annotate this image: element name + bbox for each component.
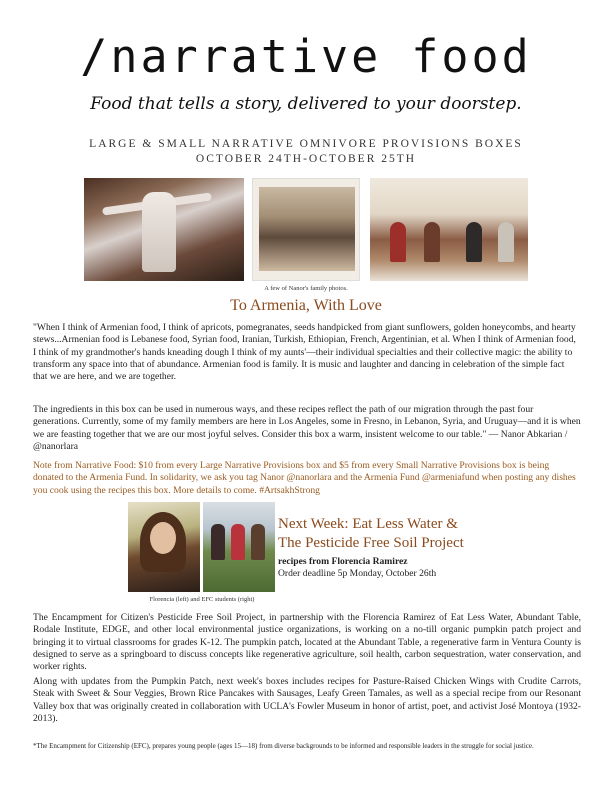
pesticide-project-paragraph: The Encampment for Citizen's Pesticide Free Soil Project, in partnership with the Florencia Ramirez of Eat Less Water, Abundant Table, Rodale Institute, EDGE, and other local environmental justice organizations, is working on a no-till organic pumpkin patch project and bringing it to virtual classrooms for grades K-12. The pumpkin patch, located at the Abundant Table, a regenerative farm in Ventura County is designed to serve as a springboard to discuss concepts like regenerative agriculture, soil health, carbon sequestration, water conservation, and worker rights. <box>33 612 581 673</box>
next-week-title-line-2: The Pesticide Free Soil Project <box>278 535 464 551</box>
subhead-line-1: LARGE & SMALL NARRATIVE OMNIVORE PROVISIONS BOXES <box>89 138 523 150</box>
order-deadline: Order deadline 5p Monday, October 26th <box>278 568 437 579</box>
family-photo-group <box>252 178 360 281</box>
next-week-photo-caption: Florencia (left) and EFC students (right) <box>149 596 255 603</box>
tagline: Food that tells a story, delivered to your doorstep. <box>90 94 522 114</box>
family-photo-dancing <box>84 178 244 281</box>
subhead-line-2: OCTOBER 24TH-OCTOBER 25TH <box>195 153 417 165</box>
donation-note: Note from Narrative Food: $10 from every Large Narrative Provisions box and $5 from every Small Narrative Provisions box is being donated to the Armenia Fund. In solidarity, we ask you tag Nanor @nanorlara and the Armenia Fund @armeniafund when posting any dishes you cook using the recipes this box. More details to come. #ArtsakhStrong <box>33 460 576 496</box>
efc-footnote: *The Encampment for Citizenship (EFC), prepares young people (ages 15—18) from diverse backgrounds to be informed and responsible leaders in the struggle for social justice. <box>33 742 534 750</box>
family-photo-kitchen <box>370 178 528 281</box>
subhead <box>0 137 612 167</box>
recipes-from: recipes from Florencia Ramirez <box>278 556 408 567</box>
efc-students-photo <box>203 502 275 592</box>
armenia-paragraph-1: "When I think of Armenian food, I think of apricots, pomegranates, seeds handpicked from giant sunflowers, golden honeycombs, and hearty stews...Armenian food is Lebanese food, Syrian food, Iranian, Turkish, Ethiopian, French, Argentinian, et al. When I think of Armenian food, I think of my grandmother's hands kneading dough I think of my aunts'—their individual specialties and their collective magic: the ability to transform any space into that of abundance. Armenian food is family. It is music and laughter and dancing in celebration of the simple fact that we are here, and we are together. <box>33 322 576 383</box>
masthead-title: /narrative food <box>80 30 532 83</box>
next-week-details <box>278 556 578 580</box>
next-week-title-line-1: Next Week: Eat Less Water & <box>278 516 458 532</box>
florencia-photo <box>128 502 200 592</box>
armenia-section-title: To Armenia, With Love <box>230 297 382 314</box>
armenia-paragraph-2: The ingredients in this box can be used in numerous ways, and these recipes reflect the path of our migration through the past four generations. Currently, some of my family members are here in Los Angeles, some in Fresno, in Lebanon, Syria, and Uruguay—and it is when we are feasting together that we are our most joyful selves. Consider this box a warm, insistent welcome to our table." — Nanor Abkarian / @nanorlara <box>33 404 581 452</box>
next-week-title <box>278 515 598 553</box>
next-week-recipes-paragraph: Along with updates from the Pumpkin Patch, next week's boxes includes recipes for Pasture-Raised Chicken Wings with Crudite Carrots, Steak with Sweet & Sour Veggies, Brown Rice Pancakes with Sausages, Leafy Green Tamales, as well as a special recipe from our Resonant Valley box that was originally created in collaboration with UCLA's Fowler Museum in honor of artist, poet, and activist José Montoya (1932-2013). <box>33 676 581 724</box>
photos-caption: A few of Nanor's family photos. <box>264 285 348 292</box>
